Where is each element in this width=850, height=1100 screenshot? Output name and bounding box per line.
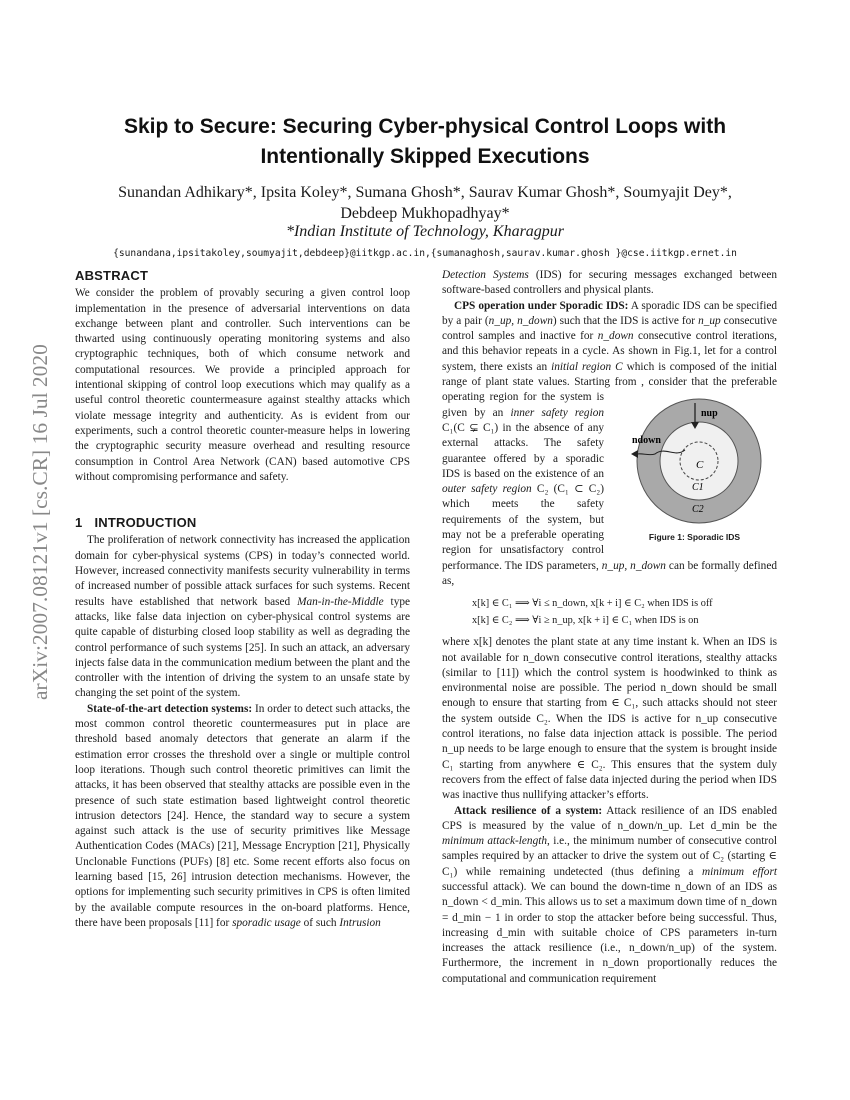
paper-title: Skip to Secure: Securing Cyber-physical Control Loops with Intentionally Skipped Executions [123,115,727,168]
figure-1-caption: Figure 1: Sporadic IDS [648,532,741,543]
ids-definition-equations [472,595,777,629]
p3-text-h: C₂ (C₁ ⊂ C₂) which meets the safety requirements of the system, but may not be a preferable operating region for unsatisfactory control performance. The IDS parameters, [442,483,604,572]
right-column [442,268,777,987]
left-column [75,268,410,931]
sporadic-ids-runin: CPS operation under Sporadic IDS: [454,299,629,312]
detection-systems-runin: State-of-the-art detection systems: [87,702,253,715]
p3-text-b: ) such that the IDS is active for [552,314,699,327]
arxiv-id-text: arXiv:2007.08121v1 [cs.CR] 16 Jul 2020 [28,344,52,700]
intro-p2-italic-1: sporadic usage [232,916,301,929]
p3-text-f: , consider that the preferable operating region for the system is given by an [442,376,777,419]
intro-p1-rest: type attacks, like false data injection on cyber-physical control systems are quite capable of disturbing closed loop stability as well as degrading the control performance of such systems [25]. In such an attack, an adversary injects false data in the communication medium between the plant and the controller with the intention of driving the system to an unsafe state by changing the set point of the system. [75,595,410,700]
intro-p1-italic: Man-in-the-Middle [297,595,384,608]
p5-min-effort: minimum effort [701,865,777,878]
stealthy-attack-paragraph: where x[k] denotes the plant state at any time instant k. When an IDS is not available for n_down consecutive control iterations, stealthy attacks (similar to [11]) which the control system is hoodwinked to think as environmental noise are possible. The period n_down should be small enough to ensure that starting from ∈ C₁, such attacks should not steer the system outside C₂. When the IDS is active for n_up consecutive control iterations, no false data injection attack is possible. The period n_up needs to be large enough to ensure that the system is brought inside C₁ starting from anywhere ∈ C₂. This ensures that the system duly recovers from the effect of false data injected during the period when IDS was inactive thus nullifying attacker’s efforts. [442,636,777,802]
p3-text-e: which is composed of the initial range of plant state values. Starting from [442,360,777,389]
equation-ids-off: x[k] ∈ C₁ ⟹ ∀i ≤ n_down, x[k + i] ∈ C₂ when IDS is off [472,598,713,610]
sporadic-ids-paragraph [442,299,777,590]
region-c2-label: C2 [691,504,704,516]
p3-outer-region: outer safety region [442,483,532,496]
p5-min-attack-length: minimum attack-length [442,835,548,848]
sporadic-ids-diagram [625,392,765,530]
equation-ids-on: x[k] ∈ C₂ ⟹ ∀i ≥ n_up, x[k + i] ∈ C₁ when IDS is on [472,615,699,627]
right-continuation [442,268,777,299]
continuation-text: (IDS) for securing messages exchanged between software-based controllers and physical plants. [442,269,777,297]
arxiv-identifier [18,300,58,700]
authors-line-2: Debdeep Mukhopadhyay* [340,205,510,222]
intro-heading-text: INTRODUCTION [94,515,197,531]
intro-p2-text: In order to detect such attacks, the most common control theoretic countermeasures put in place are threshold based anomaly detectors that generate an alarm if the estimation error crosses the threshold over a single or multiple control loop iterations. Though such control theoretic primitives can limit the attacks, it has been observed that stealthy attacks are possible even in the presence of such state estimation based lightweight control theoretic intrusion detectors [24]. Hence, the standard way to secure a system against such attack is the use of security primitives like Message Authentication Codes (MACs) [21], Message Encryption [21], Physically Unclonable Functions (PUFs) [8] etc. Some recent efforts also focus on learning based [15, 26] intrusion detection mechanisms. However, the options for implementing such security primitives in CPS is often limited by the available compute resources in the on-board platforms. Hence, there have been proposals [11] for [75,702,410,929]
region-c1-label: C1 [691,482,704,494]
p3-ndown: n_down [597,330,634,343]
p5-text-b: , i.e., the minimum number of consecutive control samples required by an attacker to drive the system out of C₂ (starting ∈ C₁) while remaining undetected (thus defining a [442,835,777,878]
author-list [60,182,790,224]
p3-pair: n_up, n_down [488,314,553,327]
intro-paragraph-1 [75,533,410,701]
intro-p1-text: The proliferation of network connectivity has increased the application domain for cyber-physical systems (CPS) in today’s connected world. However, increased connectivity manifests security vulnerability in terms of increased number of possible attack surfaces for such systems. Recent results have established that network based [75,534,410,608]
affiliation: *Indian Institute of Technology, Kharagpur [285,223,565,240]
p3-text-a: A sporadic IDS can be specified by a pair ( [442,299,777,327]
ids-term-italic: Detection Systems [442,269,529,281]
intro-p2-mid: of such [300,916,340,929]
nup-label: nup [700,408,718,420]
p3-nup: n_up [698,314,721,327]
intro-paragraph-2 [75,702,410,931]
p3-text-g: C₁(C ⊊ C₁) in the absence of any external attacks. The safety guarantee offered by a sporadic IDS is based on the existence of an [442,421,604,480]
p3-text-i: can be formally defined as, [442,559,777,587]
author-emails: {sunandana,ipsitakoley,soumyajit,debdeep}@iitkgp.ac.in,{sumanaghosh,saurav.kumar.ghosh }@cse.iitkgp.ernet.in [113,248,737,259]
p3-text-d: consecutive control iterations, and this behavior repeats in a cycle. As shown in Fig.1, let for a control system, there exists an [442,330,777,373]
p3-inner-region: inner safety region [510,406,605,419]
region-c-label: C [695,459,703,472]
ndown-label: ndown [631,435,661,447]
authors-line-1: Sunandan Adhikary*, Ipsita Koley*, Sumana Ghosh*, Saurav Kumar Ghosh*, Soumyajit Dey*, [118,184,732,201]
attack-resilience-paragraph [442,804,777,988]
ndown-arrowhead [631,450,638,458]
abstract-text: We consider the problem of provably securing a given control loop implementation in the presence of adversarial interventions on data exchange between plant and controller. Such interventions can be thwarted using continuously operating monitoring systems and also cryptographic techniques, both of which consume network and computational resources. We provide a principled approach for intentional skipping of control loop executions which may qualify as a useful control theoretic countermeasure against stealthy attacks which violate message integrity and authenticity. As is evident from our experiments, such a control theoretic counter-measure helps in lowering the cryptographic security measure overhead and resulting resource consumption in Control Area Network (CAN) based automotive CPS without compromising performance and safety. [75,287,410,483]
p3-text-c: consecutive control samples and inactive for [442,314,778,343]
abstract-heading: ABSTRACT [75,268,149,283]
intro-p2-italic-2: Intrusion [339,916,381,929]
p3-params: n_up, n_down [601,559,666,572]
intro-heading [75,515,410,530]
p5-text-a: Attack resilience of an IDS enabled CPS is measured by the value of n_down/n_up. Let d_min be the [442,804,777,832]
p5-text-c: successful attack). We can bound the down-time n_down of an IDS as n_down < d_min. This allows us to set a maximum down time of n_down = d_min − 1 in order to stop the attacker before being successful. Thus, increasing d_min with suitable choice of CPS parameters in-turn increases the attack resilience (i.e., n_down/n_up) of the system. Furthermore, the increment in n_down proportionally reduces the computational and communication requirement [442,880,777,985]
p3-initial-region: initial region C [551,360,623,373]
attack-resilience-runin: Attack resilience of a system: [454,804,603,817]
intro-section-number: 1 [75,515,83,531]
figure-1 [612,392,777,545]
